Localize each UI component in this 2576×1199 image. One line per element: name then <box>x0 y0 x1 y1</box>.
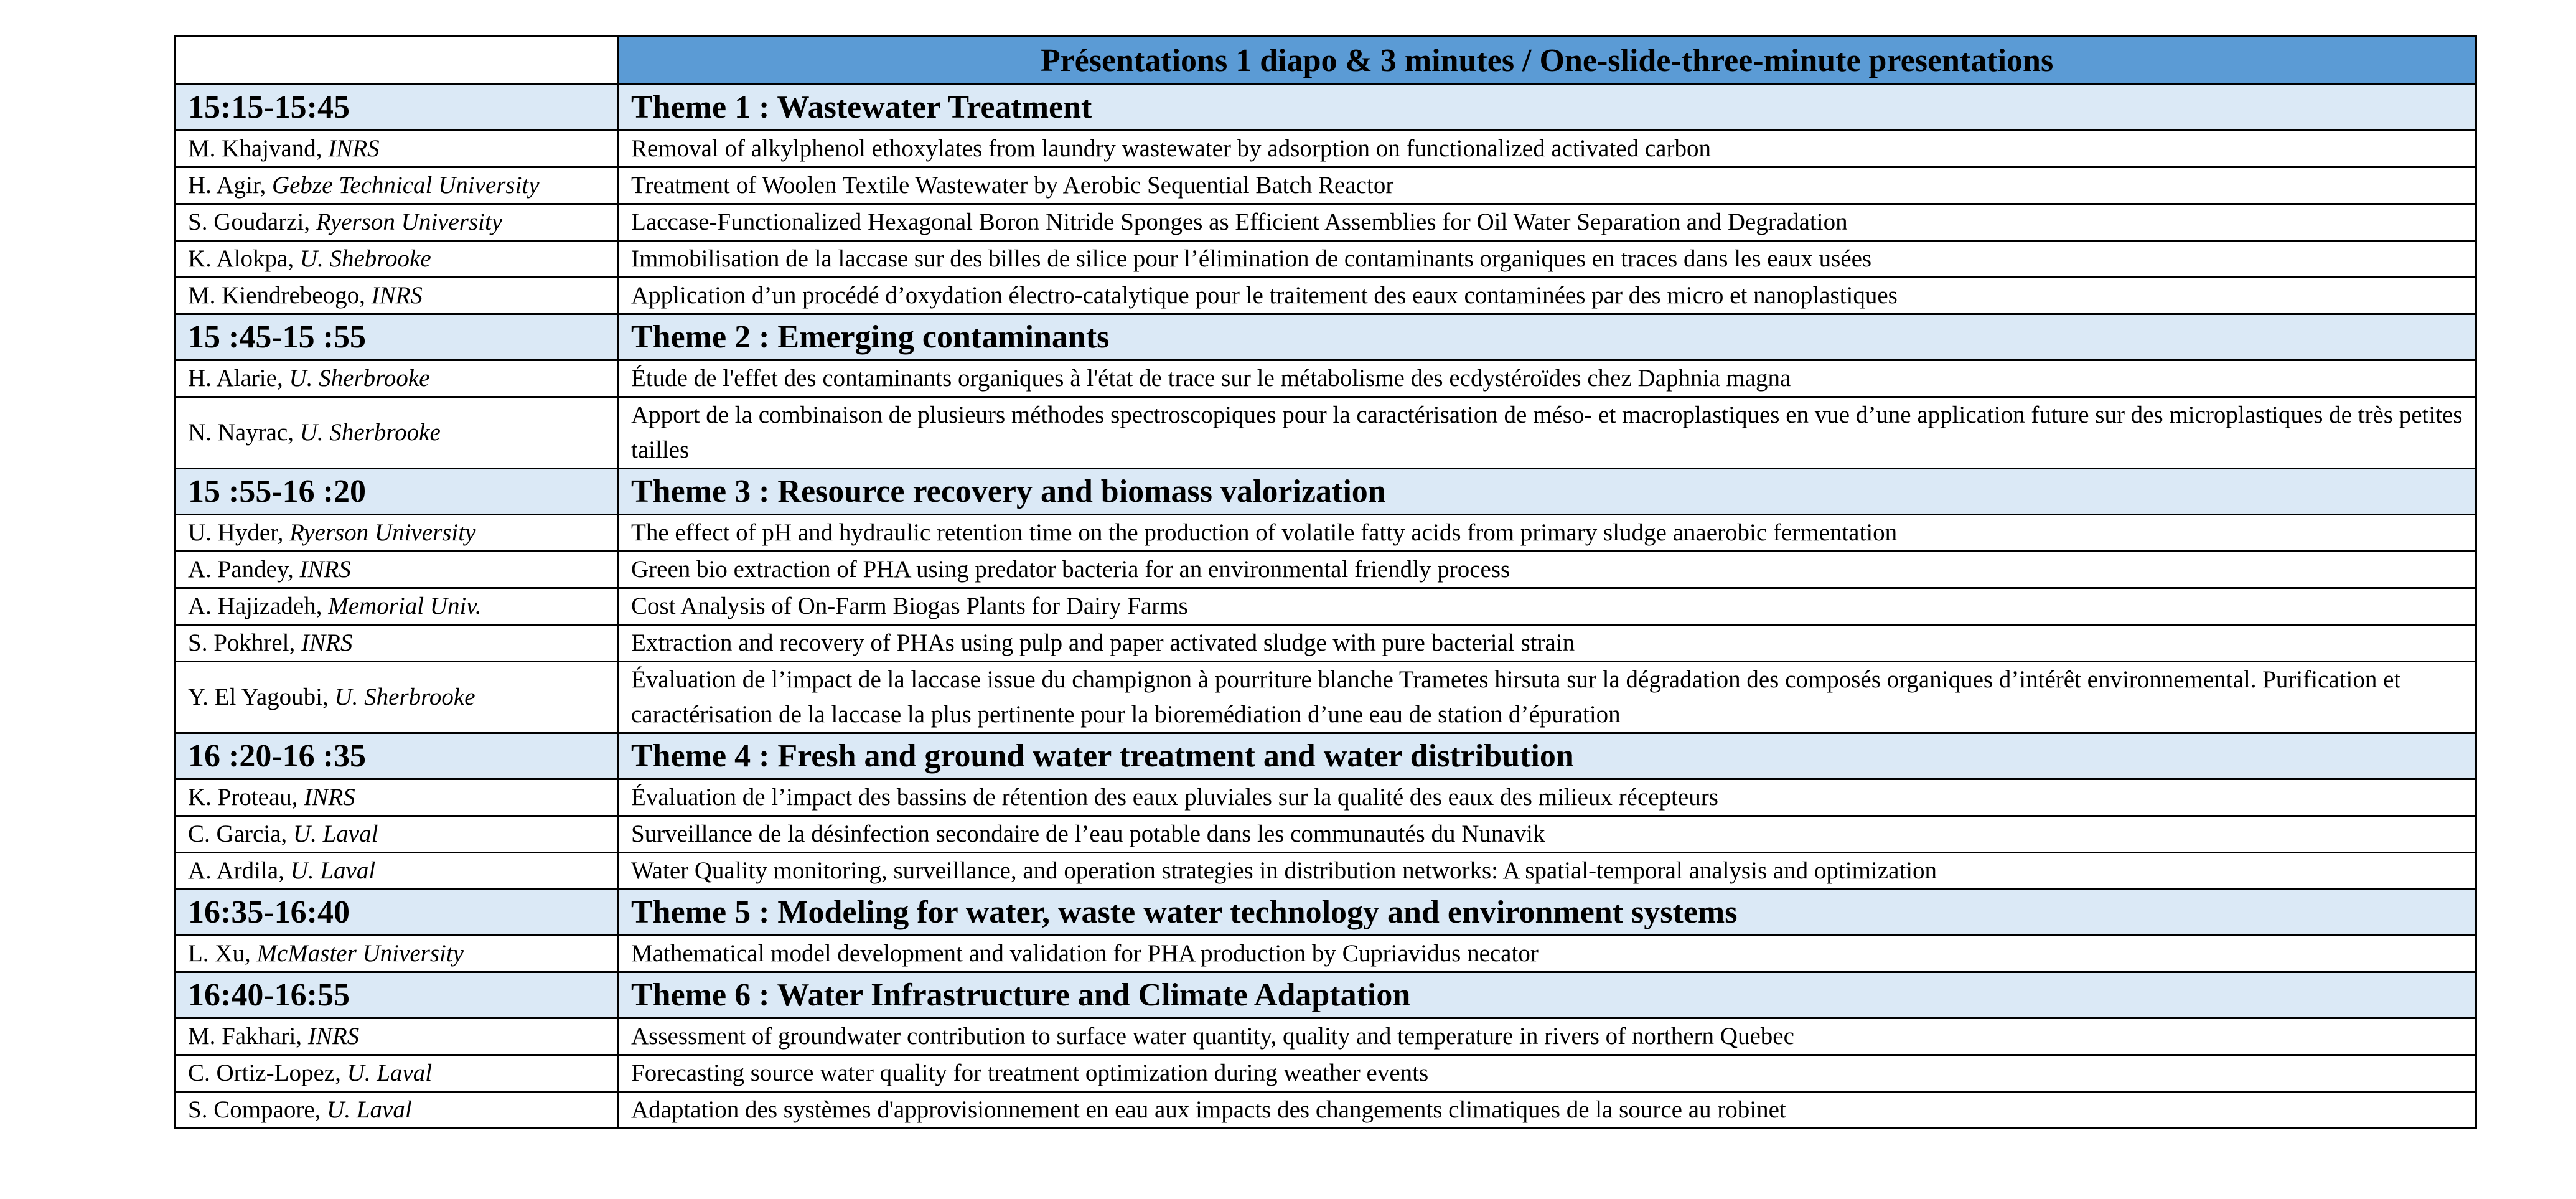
header-row <box>175 37 2476 85</box>
presenter-name: C. Garcia, <box>188 820 293 847</box>
presenter-cell <box>175 662 618 733</box>
presenter-cell <box>175 588 618 625</box>
session-time: 16 :20-16 :35 <box>175 733 618 779</box>
presentation-row <box>175 515 2476 552</box>
presenter-affiliation: INRS <box>304 784 355 811</box>
presentation-title: Adaptation des systèmes d'approvisionnement en eau aux impacts des changements climatiques de la source au robinet <box>618 1092 2476 1129</box>
presentation-title: Treatment of Woolen Textile Wastewater by Aerobic Sequential Batch Reactor <box>618 167 2476 204</box>
presentation-row <box>175 1055 2476 1092</box>
presenter-name: C. Ortiz-Lopez, <box>188 1060 347 1086</box>
presenter-affiliation: INRS <box>328 135 380 162</box>
presenter-name: L. Xu, <box>188 940 257 967</box>
presentation-row <box>175 625 2476 662</box>
session-time: 15:15-15:45 <box>175 85 618 131</box>
presenter-name: K. Alokpa, <box>188 245 300 272</box>
presentation-row <box>175 1018 2476 1055</box>
session-header-row <box>175 85 2476 131</box>
presenter-cell <box>175 625 618 662</box>
presenter-name: S. Goudarzi, <box>188 209 316 235</box>
presenter-cell <box>175 816 618 853</box>
presenter-name: H. Alarie, <box>188 365 289 392</box>
session-theme: Theme 3 : Resource recovery and biomass valorization <box>618 469 2476 515</box>
session-time: 16:35-16:40 <box>175 890 618 936</box>
presenter-name: H. Agir, <box>188 172 272 199</box>
presenter-cell <box>175 278 618 314</box>
session-theme: Theme 1 : Wastewater Treatment <box>618 85 2476 131</box>
presenter-cell <box>175 779 618 816</box>
presentation-row <box>175 662 2476 733</box>
presenter-cell <box>175 1018 618 1055</box>
presenter-affiliation: McMaster University <box>256 940 464 967</box>
presentation-title: Application d’un procédé d’oxydation électro-catalytique pour le traitement des eaux contaminées par des micro et nanoplastiques <box>618 278 2476 314</box>
session-header-row <box>175 314 2476 360</box>
presentation-title: Surveillance de la désinfection secondaire de l’eau potable dans les communautés du Nunavik <box>618 816 2476 853</box>
presenter-name: A. Ardila, <box>188 857 291 884</box>
presenter-cell <box>175 241 618 278</box>
presenter-cell <box>175 552 618 588</box>
presenter-affiliation: U. Sherbrooke <box>334 684 475 710</box>
session-theme: Theme 4 : Fresh and ground water treatment and water distribution <box>618 733 2476 779</box>
presentation-row <box>175 397 2476 469</box>
session-time: 16:40-16:55 <box>175 972 618 1018</box>
presenter-name: M. Khajvand, <box>188 135 329 162</box>
presenter-cell <box>175 1092 618 1129</box>
presentation-title: Immobilisation de la laccase sur des billes de silice pour l’élimination de contaminants organiques en traces dans les eaux usées <box>618 241 2476 278</box>
presentation-row <box>175 131 2476 167</box>
presentation-title: The effect of pH and hydraulic retention time on the production of volatile fatty acids from primary sludge anaerobic fermentation <box>618 515 2476 552</box>
presenter-cell <box>175 204 618 241</box>
presenter-cell <box>175 936 618 972</box>
presenter-affiliation: Gebze Technical University <box>271 172 540 199</box>
presentation-row <box>175 278 2476 314</box>
session-theme: Theme 5 : Modeling for water, waste water technology and environment systems <box>618 890 2476 936</box>
presenter-name: A. Hajizadeh, <box>188 593 329 619</box>
presenter-name: Y. El Yagoubi, <box>188 684 335 710</box>
presenter-name: K. Proteau, <box>188 784 304 811</box>
presenter-affiliation: U. Shebrooke <box>299 245 431 272</box>
presentation-title: Laccase-Functionalized Hexagonal Boron Nitride Sponges as Efficient Assemblies for Oil Water Separation and Degradation <box>618 204 2476 241</box>
presenter-name: U. Hyder, <box>188 519 290 546</box>
presenter-name: M. Fakhari, <box>188 1023 308 1050</box>
presenter-name: M. Kiendrebeogo, <box>188 282 372 309</box>
presentation-title: Cost Analysis of On-Farm Biogas Plants for Dairy Farms <box>618 588 2476 625</box>
presentation-title: Assessment of groundwater contribution to surface water quantity, quality and temperature in rivers of northern Quebec <box>618 1018 2476 1055</box>
presenter-affiliation: U. Laval <box>290 857 376 884</box>
session-header-row <box>175 733 2476 779</box>
presenter-affiliation: INRS <box>371 282 423 309</box>
presenter-name: A. Pandey, <box>188 556 300 583</box>
presentation-row <box>175 588 2476 625</box>
presentation-row <box>175 816 2476 853</box>
presentation-title: Extraction and recovery of PHAs using pulp and paper activated sludge with pure bacterial strain <box>618 625 2476 662</box>
presenter-affiliation: U. Laval <box>293 820 378 847</box>
session-header-row <box>175 469 2476 515</box>
presenter-cell <box>175 853 618 890</box>
presenter-affiliation: U. Sherbrooke <box>299 419 441 446</box>
presenter-cell <box>175 397 618 469</box>
session-theme: Theme 2 : Emerging contaminants <box>618 314 2476 360</box>
presenter-affiliation: INRS <box>301 629 353 656</box>
presentation-title: Green bio extraction of PHA using predator bacteria for an environmental friendly process <box>618 552 2476 588</box>
header-title: Présentations 1 diapo & 3 minutes / One-slide-three-minute presentations <box>618 37 2476 85</box>
presenter-affiliation: INRS <box>299 556 351 583</box>
presentation-row <box>175 167 2476 204</box>
presenter-affiliation: Memorial Univ. <box>328 593 482 619</box>
presenter-cell <box>175 167 618 204</box>
presenter-name: S. Compaore, <box>188 1096 327 1123</box>
schedule-table <box>174 35 2477 1129</box>
presenter-affiliation: U. Laval <box>347 1060 433 1086</box>
presentation-title: Étude de l'effet des contaminants organiques à l'état de trace sur le métabolisme des ecdystéroïdes chez Daphnia magna <box>618 360 2476 397</box>
session-theme: Theme 6 : Water Infrastructure and Climate Adaptation <box>618 972 2476 1018</box>
presenter-affiliation: Ryerson University <box>316 209 503 235</box>
presentation-row <box>175 779 2476 816</box>
schedule-body <box>175 37 2476 1129</box>
presentation-row <box>175 552 2476 588</box>
presenter-affiliation: U. Laval <box>327 1096 412 1123</box>
presenter-name: N. Nayrac, <box>188 419 300 446</box>
presenter-affiliation: INRS <box>307 1023 360 1050</box>
session-header-row <box>175 890 2476 936</box>
presentation-title: Forecasting source water quality for treatment optimization during weather events <box>618 1055 2476 1092</box>
presentation-row <box>175 360 2476 397</box>
session-time: 15 :45-15 :55 <box>175 314 618 360</box>
presentation-title: Évaluation de l’impact des bassins de rétention des eaux pluviales sur la qualité des eaux des milieux récepteurs <box>618 779 2476 816</box>
session-time: 15 :55-16 :20 <box>175 469 618 515</box>
presenter-cell <box>175 360 618 397</box>
presentation-row <box>175 241 2476 278</box>
presentation-title: Évaluation de l’impact de la laccase issue du champignon à pourriture blanche Trametes hirsuta sur la dégradation des composés organiques d’intérêt environnemental. Purification et caractérisation de la laccase la plus pertinente pour la bioremédiation d’une eau de station d’épuration <box>618 662 2476 733</box>
header-blank-cell <box>175 37 618 85</box>
presentation-row <box>175 936 2476 972</box>
presentation-title: Removal of alkylphenol ethoxylates from laundry wastewater by adsorption on functionalized activated carbon <box>618 131 2476 167</box>
presenter-cell <box>175 131 618 167</box>
presentation-row <box>175 853 2476 890</box>
presentation-title: Water Quality monitoring, surveillance, and operation strategies in distribution networks: A spatial-temporal analysis and optimization <box>618 853 2476 890</box>
session-header-row <box>175 972 2476 1018</box>
presentation-title: Mathematical model development and validation for PHA production by Cupriavidus necator <box>618 936 2476 972</box>
presenter-affiliation: U. Sherbrooke <box>289 365 430 392</box>
presenter-cell <box>175 515 618 552</box>
presentation-row <box>175 204 2476 241</box>
presenter-affiliation: Ryerson University <box>289 519 476 546</box>
presentation-title: Apport de la combinaison de plusieurs méthodes spectroscopiques pour la caractérisation de méso- et macroplastiques en vue d’une application future sur des microplastiques de très petites tailles <box>618 397 2476 469</box>
presenter-cell <box>175 1055 618 1092</box>
presentation-row <box>175 1092 2476 1129</box>
presenter-name: S. Pokhrel, <box>188 629 302 656</box>
